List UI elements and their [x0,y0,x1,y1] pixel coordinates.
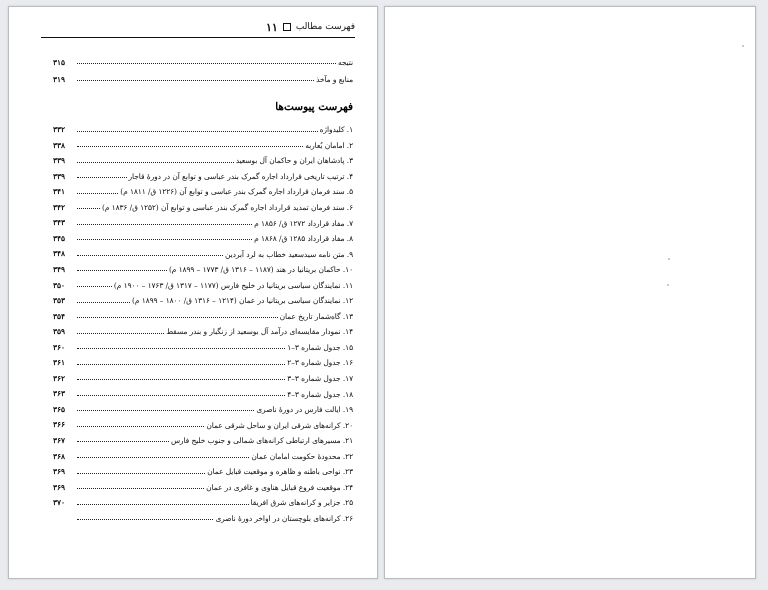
dot-leader [77,518,213,520]
header-rule [41,37,355,38]
appendix-row [53,149,353,165]
dot-leader [77,440,169,442]
appendix-row [53,258,353,274]
appendix-heading: فهرست پیوست‌ها [275,101,353,113]
appendix-row [53,507,353,523]
toc-entry-title: نتیجه [337,57,353,67]
toc-row [53,66,353,83]
toc-entry-page: ۳۱۹ [53,74,66,84]
appendix-row [53,413,353,429]
dot-leader [77,192,118,194]
dot-leader [77,130,318,132]
toc-entry-title: ۲. امامان یُعاربه [305,140,353,150]
toc-entry-page: ۳۶۸ [53,451,66,461]
toc-entry-title: ۱۳. گاه‌شمار تاریخ عمان [279,311,353,321]
scan-speck [667,284,669,286]
toc-entry-page: ۳۱۵ [53,57,66,67]
toc-entry-title: ۲۲. محدودهٔ حکومت امامان عمان [251,451,353,461]
dot-leader [77,332,164,334]
appendix-row [53,491,353,507]
toc-entry-page: ۳۴۳ [53,218,66,228]
toc-entry-page: ۳۶۷ [53,435,66,445]
dot-leader [77,145,303,147]
dot-leader [77,238,252,240]
toc-entry-title: ۱۷. جدول شماره ۳–۳ [287,374,353,383]
dot-leader [77,269,167,271]
toc-entry-page: ۳۵۰ [53,280,66,290]
dot-leader [77,161,234,163]
toc-entry-page: ۳۶۱ [53,358,66,368]
toc-entry-title: ۲۱. مسیرهای ارتباطی کرانه‌های شمالی و جنوب خلیج فارس [170,436,353,446]
toc-entry-page: ۳۶۶ [53,420,66,430]
appendix-row [53,289,353,305]
toc-entry-title: ۲۴. موقعیت فروع قبایل هناوی و غافری در عمان [206,482,353,492]
toc-entry-title: ۲۳. نواحی باطنه و ظاهره و موقعیت قبایل عمان [207,467,353,477]
right-page-blank [384,6,756,579]
toc-entry-page: ۳۴۸ [53,249,66,259]
toc-entry-title: ۲۰. کرانه‌های شرقی ایران و ساحل شرقی عمان [206,420,353,430]
appendix-row [53,444,353,460]
toc-entry-page: ۳۵۴ [53,311,66,321]
appendix-row [53,134,353,150]
running-head [41,19,355,35]
toc-entry-title: ۳. پادشاهان ایران و حاکمان آل بوسعید [235,156,353,166]
toc-entry-page: ۳۳۹ [53,171,66,181]
toc-entry-page: ۳۳۸ [53,140,66,150]
appendix-row [53,336,353,352]
toc-entry-title: ۱۱. نمایندگان سیاسی بریتانیا در خلیج فارس (۱۱۷۷ – ۱۳۱۷ ق/ ۱۷۶۳ – ۱۹۰۰ م) [113,280,353,290]
toc-entry-page: ۳۵۹ [53,327,66,337]
dot-leader [77,378,285,380]
dot-leader [77,472,205,474]
toc-entry-title: ۱۰. حاکمان بریتانیا در هند (۱۱۸۷ – ۱۳۱۶ ق/ ۱۷۷۳ – ۱۸۹۹ م) [168,265,353,275]
toc-entry-title: ۲۶. کرانه‌های بلوچستان در اواخر دورهٔ ناصری [215,513,353,523]
dot-leader [77,316,278,318]
appendix-row [53,398,353,414]
appendix-row [53,196,353,212]
toc-entry-title: ۲۵. جزایر و کرانه‌های شرق افریقا [250,498,353,508]
toc-entry-page: ۳۴۲ [53,202,66,212]
appendix-row [53,211,353,227]
dot-leader [77,409,254,411]
scan-speck [668,258,670,260]
dot-leader [77,62,336,64]
appendix-row [53,242,353,258]
appendix-row [53,382,353,398]
appendix-row [53,351,353,367]
toc-row [53,49,353,66]
toc-entry-page: ۳۶۹ [53,482,66,492]
dot-leader [77,285,112,287]
toc-entry-title: ۱۲. نمایندگان سیاسی بریتانیا در عمان (۱۲۱۴ – ۱۳۱۶ ق/ ۱۸۰۰ – ۱۸۹۹ م) [132,296,353,306]
toc-entry-page: ۳۶۹ [53,467,66,477]
toc-entry-page: ۳۴۹ [53,264,66,274]
dot-leader [77,503,249,505]
toc-entry-page: ۳۶۵ [53,404,66,414]
appendix-row [53,273,353,289]
toc-entry-title: ۸. مفاد قرارداد ۱۲۸۵ ق/ ۱۸۶۸ م [254,234,353,244]
dot-leader [77,176,127,178]
appendix-row [53,118,353,134]
appendix-row [53,180,353,196]
toc-entry-page: ۳۶۳ [53,389,66,399]
toc-entry-title: ۷. مفاد قرارداد ۱۲۷۲ ق/ ۱۸۵۶ م [254,218,353,228]
toc-entry-title: ۴. ترتیب تاریخی قرارداد اجاره گمرک بندر عباسی و توابع آن در دورهٔ قاجار [128,171,353,181]
running-head-title: فهرست مطالب [295,22,355,32]
toc-entry-title: ۶. سند فرمان تمدید قرارداد اجاره گمرک بندر عباسی و توابع آن (۱۲۵۲ ق/ ۱۸۳۶ م) [101,202,353,212]
appendix-row [53,429,353,445]
left-page [8,6,378,579]
dot-leader [77,425,204,427]
toc-entry-title: ۱۸. جدول شماره ۳–۴ [287,389,353,399]
toc-entry-title: ۱۶. جدول شماره ۳–۲ [287,358,353,368]
toc-entry-page: ۳۴۵ [53,233,66,243]
appendix-row [53,165,353,181]
appendix-row [53,305,353,321]
toc-entry-page: ۳۳۲ [53,125,66,135]
dot-leader [77,207,100,209]
toc-entry-page: ۳۶۲ [53,373,66,383]
dot-leader [77,79,314,81]
toc-entry-page: ۳۷۰ [53,498,66,508]
page-number: ۱۱ [265,20,278,34]
dot-leader [77,347,285,349]
appendix-row [53,476,353,492]
toc-entry-title: منابع و مآخذ [316,74,353,84]
dot-leader [77,394,285,396]
toc-entry-page: ۳۶۰ [53,342,66,352]
toc-entry-title: ۵. سند فرمان قرارداد اجاره گمرک بندر عباسی و توابع آن (۱۲۲۶ ق/ ۱۸۱۱ م) [120,187,353,197]
toc-entry-page: ۳۵۳ [53,296,66,306]
dot-leader [77,301,130,303]
toc-entry-title: ۱. کلیدواژه [319,125,353,135]
dot-leader [77,254,223,256]
toc-entry-page: ۳۳۹ [53,156,66,166]
square-ornament-icon [283,23,291,31]
toc-entry-title: ۱۴. نمودار مقایسه‌ای درآمد آل بوسعید از زنگبار و بندر مسقط [166,327,353,337]
toc-entry-title: ۱۹. ایالت فارس در دورهٔ ناصری [256,405,353,415]
scan-speck [742,45,744,47]
toc-top-list [53,49,353,83]
toc-appendix-list [53,118,353,522]
toc-entry-title: ۱۵. جدول شماره ۳–۱ [287,342,353,352]
appendix-row [53,227,353,243]
appendix-row [53,460,353,476]
dot-leader [77,456,249,458]
appendix-row [53,367,353,383]
toc-entry-page: ۳۴۱ [53,187,66,197]
dot-leader [77,363,285,365]
toc-entry-title: ۹. متن نامه سیدسعید خطاب به لرد آبردین [225,249,353,259]
dot-leader [77,223,252,225]
appendix-row [53,320,353,336]
dot-leader [77,487,204,489]
